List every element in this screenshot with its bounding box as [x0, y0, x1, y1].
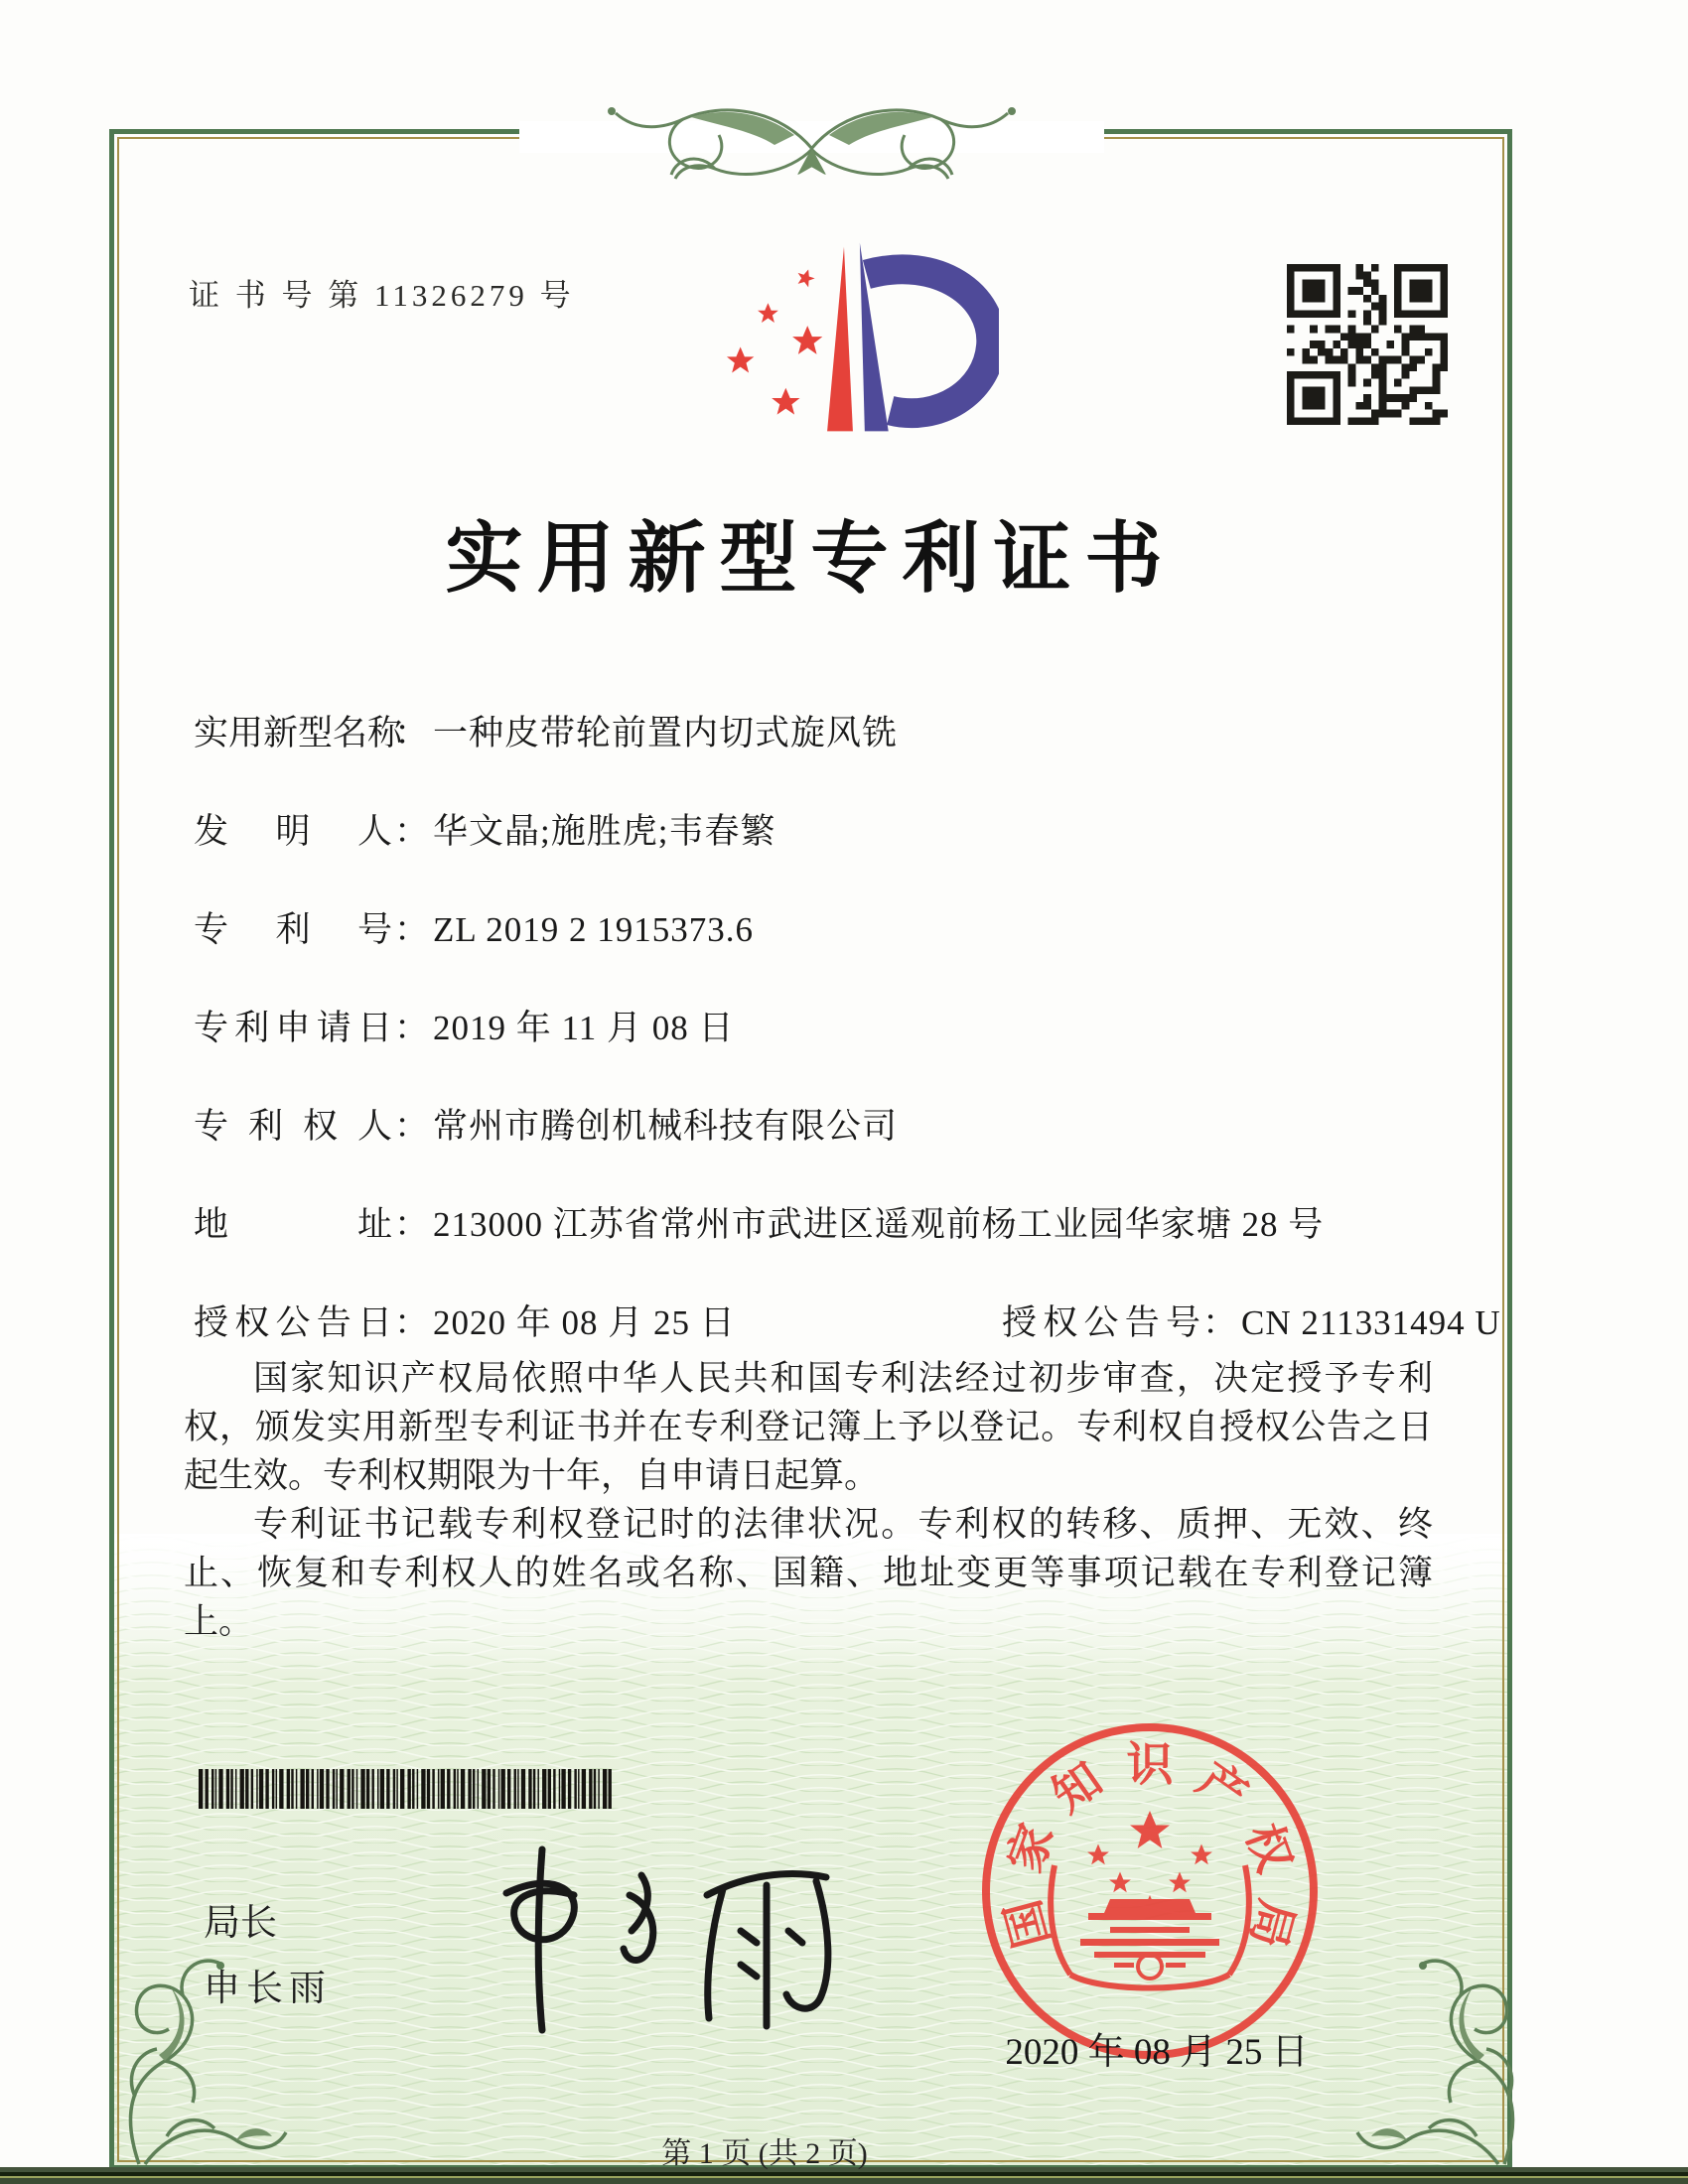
field-label: 实用新型名称	[194, 714, 403, 752]
seal-char: 国	[997, 1894, 1060, 1954]
field-colon: ：	[394, 1107, 430, 1146]
field-value: 2019 年 11 月 08 日	[433, 1009, 735, 1047]
seal-char: 家	[999, 1817, 1064, 1879]
field-label: 专利号	[194, 910, 392, 949]
certificate-title: 实用新型专利证书	[445, 515, 1177, 602]
legal-paragraph-2: 专利证书记载专利权登记时的法律状况。专利权的转移、质押、无效、终止、恢复和专利权人的姓名或名称、国籍、地址变更等事项记载在专利登记簿上。	[184, 1505, 1433, 1641]
legal-text	[184, 1354, 1433, 1646]
field-value: CN 211331494 U	[1241, 1303, 1501, 1342]
field-label: 授权公告号	[1002, 1303, 1200, 1342]
field-value: 常州市腾创机械科技有限公司	[433, 1107, 899, 1146]
legal-paragraph-1: 国家知识产权局依照中华人民共和国专利法经过初步审查，决定授予专利权，颁发实用新型专利证书并在专利登记簿上予以登记。专利权自授权公告之日起生效。专利权期限为十年，自申请日起算。	[184, 1359, 1433, 1495]
seal-char: 识	[1126, 1739, 1174, 1792]
seal-date: 2020 年 08 月 25 日	[1005, 2032, 1309, 2073]
field-row-name	[194, 706, 898, 755]
field-value: 华文晶;施胜虎;韦春繁	[433, 812, 776, 851]
field-label: 专利申请日	[194, 1009, 392, 1047]
bottom-right-corner-ornament-icon	[1334, 1888, 1532, 2168]
field-value: 2020 年 08 月 25 日	[433, 1303, 736, 1342]
signer-title: 局长	[204, 1903, 277, 1944]
cnipa-patent-logo-icon	[683, 234, 999, 445]
director-signature-icon	[447, 1832, 854, 2035]
cnipa-red-seal	[979, 1720, 1321, 2062]
field-colon: ：	[394, 1009, 430, 1047]
field-label: 专利权人	[194, 1107, 392, 1146]
barcode-icon	[199, 1769, 616, 1809]
field-row-address	[194, 1197, 1324, 1247]
field-colon: ：	[394, 1303, 430, 1342]
field-value: 一种皮带轮前置内切式旋风铣	[433, 714, 899, 752]
field-colon: ：	[394, 812, 430, 851]
field-row-filing-date	[194, 1001, 734, 1050]
field-grant-number	[1002, 1296, 1501, 1345]
seal-char: 权	[1235, 1817, 1301, 1879]
seal-char: 局	[1239, 1894, 1303, 1954]
field-label: 授权公告日	[194, 1303, 392, 1342]
page-number: 第 1 页 (共 2 页)	[661, 2137, 868, 2170]
field-row-inventors	[194, 804, 775, 854]
field-value: ZL 2019 2 1915373.6	[433, 910, 754, 949]
certificate-number: 证 书 号 第 11326279 号	[189, 278, 575, 313]
field-row-patent-number	[194, 902, 754, 952]
qr-code-icon	[1287, 264, 1448, 425]
field-label: 发明人	[194, 812, 392, 851]
field-colon: ：	[394, 910, 430, 949]
seal-char: 产	[1188, 1753, 1256, 1824]
field-colon: ：	[1202, 1303, 1238, 1342]
field-row-grant-date	[194, 1296, 1501, 1345]
field-row-patentee	[194, 1099, 898, 1149]
field-label: 地址	[194, 1205, 392, 1244]
top-border-ornament-icon	[492, 83, 1132, 201]
seal-char: 知	[1044, 1753, 1112, 1824]
field-colon: ：	[394, 1205, 430, 1244]
signer-name: 申长雨	[204, 1969, 332, 2009]
field-value: 213000 江苏省常州市武进区遥观前杨工业园华家塘 28 号	[433, 1205, 1325, 1244]
field-colon: ：	[394, 714, 430, 752]
